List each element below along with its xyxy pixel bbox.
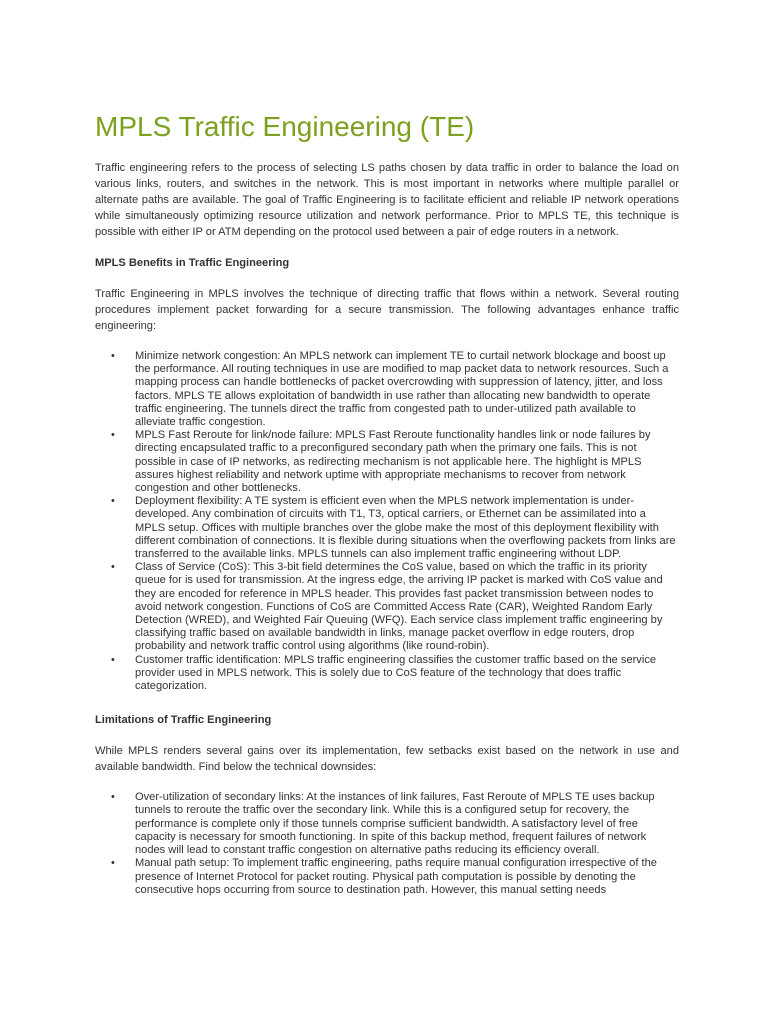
list-item-text: MPLS Fast Reroute for link/node failure: MPLS Fast Reroute functionality handles link or node failures by directing encapsulated traffic to a preconfigured secondary path when the primary one fails. This is not possible in case of IP networks, as redirecting mechanism is not applicable here. The highlight is MPLS assures highest reliability and network uptime with appropriate mechanisms to recover from network congestion and other bottlenecks. bbox=[135, 429, 651, 495]
bullet-icon: • bbox=[111, 561, 115, 574]
bullet-icon: • bbox=[111, 653, 115, 666]
benefits-list bbox=[95, 350, 679, 693]
list-item bbox=[111, 857, 679, 897]
list-item-text: Minimize network congestion: An MPLS network can implement TE to curtail network blockage and boost up the performance. All routing techniques in use are modified to map packet data to network resources. Such a mapping process can handle bottlenecks of packet overcrowding with suppression of latency, jitter, and loss factors. MPLS TE allows exploitation of bandwidth in use rather than allocating new bandwidth to operate traffic engineering. The tunnels direct the traffic from congested path to under-utilized path available to alleviate traffic congestion. bbox=[135, 350, 669, 429]
list-item bbox=[111, 495, 679, 561]
list-item-text: Over-utilization of secondary links: At the instances of link failures, Fast Reroute of MPLS TE uses backup tunnels to reroute the traffic over the secondary link. While this is a configured setup for recovery, the performance is complete only if those tunnels comprise sufficient bandwidth. A satisfactory level of free capacity is necessary for smooth functioning. In spite of this backup method, frequent failures of network nodes will lead to constant traffic congestion on alternative paths reducing its efficiency overall. bbox=[135, 791, 655, 857]
bullet-icon: • bbox=[111, 857, 115, 870]
intro-paragraph: Traffic engineering refers to the process of selecting LS paths chosen by data traffic in order to balance the load on various links, routers, and switches in the network. This is most important in networks where multiple parallel or alternate paths are available. The goal of Traffic Engineering is to facilitate efficient and reliable IP network operations while simultaneously optimizing resource utilization and network performance. Prior to MPLS TE, this technique is possible with either IP or ATM depending on the protocol used between a pair of edge routers in a network. bbox=[95, 162, 679, 238]
list-item-text: Class of Service (CoS): This 3-bit field determines the CoS value, based on which the traffic in its priority queue for is used for transmission. At the ingress edge, the arriving IP packet is marked with CoS value and they are encoded for reference in MPLS header. This provides fast packet transmission between nodes to avoid network congestion. Functions of CoS are Committed Access Rate (CAR), Weighted Random Early Detection (WRED), and Weighted Fair Queuing (WFQ). Each service class implement traffic engineering by classifying traffic based on available bandwidth in links, manage packet overflow in edge routers, drop probability and network traffic control using algorithms (like round-robin). bbox=[135, 561, 663, 653]
bullet-icon: • bbox=[111, 495, 115, 508]
benefits-heading: MPLS Benefits in Traffic Engineering bbox=[95, 257, 290, 269]
limitations-heading: Limitations of Traffic Engineering bbox=[95, 714, 272, 727]
list-item-text: Manual path setup: To implement traffic engineering, paths require manual configuration irrespective of the presence of Internet Protocol for packet routing. Physical path computation is possible by denoting the consecutive hops occurring from source to destination path. However, this manual setting needs bbox=[135, 857, 657, 896]
list-item-text: Deployment flexibility: A TE system is efficient even when the MPLS network implementation is under-developed. Any combination of circuits with T1, T3, optical carriers, or Ethernet can be assimilated into a MPLS setup. Offices with multiple branches over the globe make the most of this deployment flexibility with different combination of connections. It is flexible during situations when the overflowing packets from links are transferred to the available links. MPLS tunnels can also implement traffic engineering without LDP. bbox=[135, 495, 676, 561]
limitations-list bbox=[95, 791, 679, 897]
list-item bbox=[111, 350, 679, 429]
page-title: MPLS Traffic Engineering (TE) bbox=[95, 111, 475, 142]
list-item-text: Customer traffic identification: MPLS traffic engineering classifies the customer traffic based on the service provider used in MPLS network. This is solely due to CoS feature of the technology that does traffic categorization. bbox=[135, 653, 657, 693]
list-item bbox=[111, 429, 679, 495]
list-item bbox=[111, 791, 679, 857]
bullet-icon: • bbox=[111, 791, 115, 804]
limitations-intro-paragraph: While MPLS renders several gains over its implementation, few setbacks exist based on the network in use and available bandwidth. Find below the technical downsides: bbox=[95, 745, 679, 774]
list-item bbox=[111, 653, 679, 694]
benefits-intro-paragraph: Traffic Engineering in MPLS involves the technique of directing traffic that flows within a network. Several routing procedures implement packet forwarding for a secure transmission. The following advantages enhance traffic engineering: bbox=[95, 288, 679, 332]
list-item bbox=[111, 561, 679, 653]
bullet-icon: • bbox=[111, 350, 115, 362]
bullet-icon: • bbox=[111, 429, 115, 442]
